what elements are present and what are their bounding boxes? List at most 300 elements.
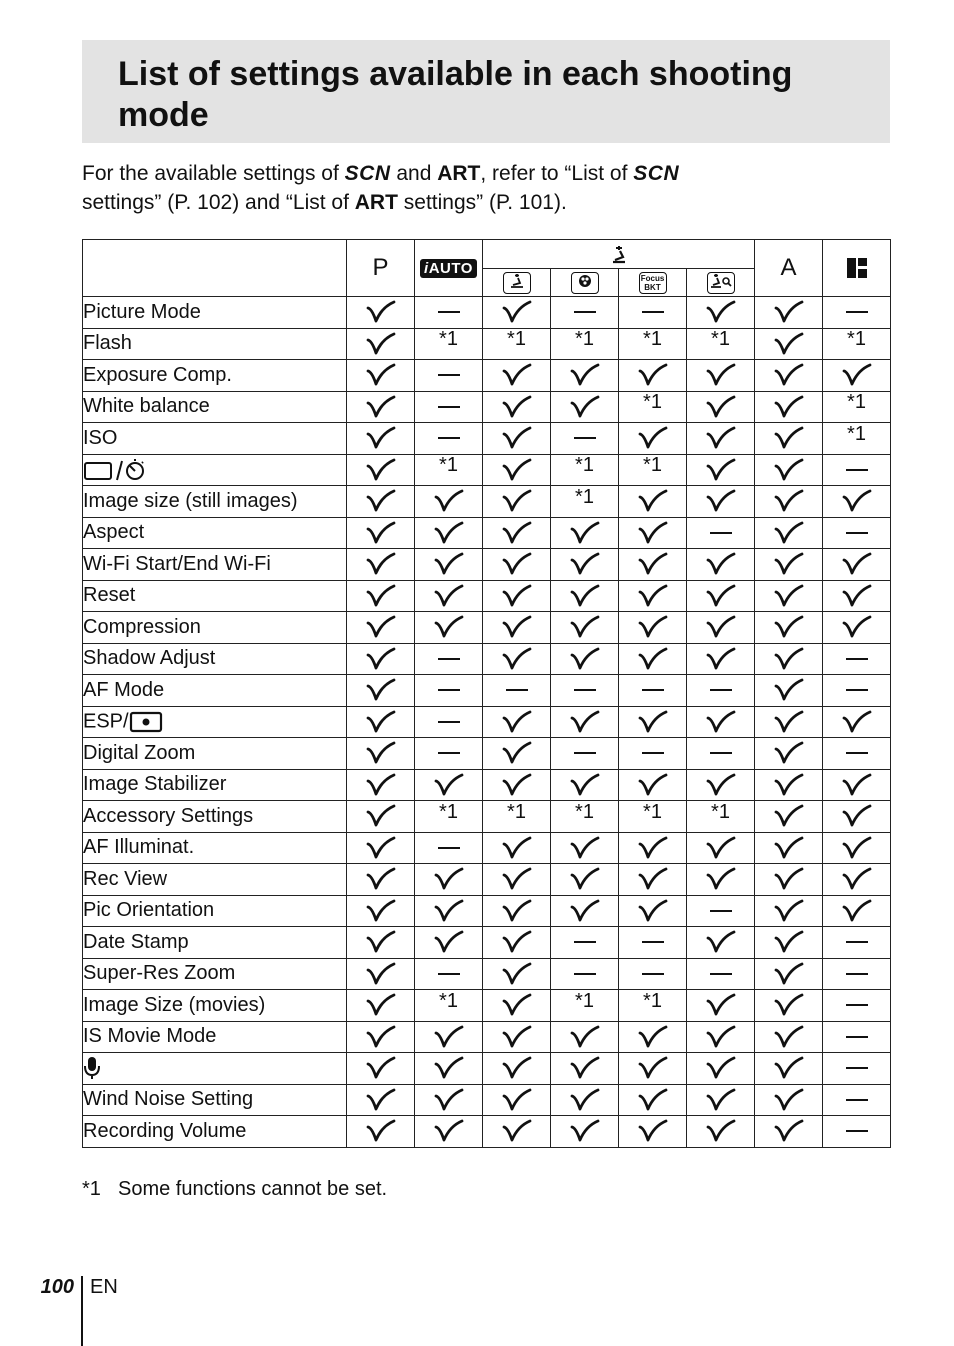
- cell-hdr: [687, 927, 755, 959]
- cell-a: [755, 832, 823, 864]
- cell-focus-bkt: [619, 549, 687, 581]
- cell-multiple-exposure: [551, 454, 619, 486]
- cell-multiple-exposure: [551, 706, 619, 738]
- cell-p: [347, 423, 415, 455]
- table-row: [83, 990, 891, 1022]
- cell-hdr: [687, 958, 755, 990]
- check-icon: [570, 646, 600, 672]
- check-icon: [774, 866, 804, 892]
- check-icon: [706, 1024, 736, 1050]
- footnote-ref: *1: [711, 800, 730, 823]
- cell-live-composite: [483, 927, 551, 959]
- not-available-dash: [846, 1004, 868, 1006]
- table-row: [83, 832, 891, 864]
- header-a-mode: A: [755, 240, 823, 297]
- cell-multiple-exposure: [551, 1053, 619, 1085]
- language-label: EN: [90, 1276, 118, 1298]
- intro-text-5: settings” (P. 101).: [397, 191, 567, 214]
- cell-hdr: [687, 391, 755, 423]
- cell-iauto: [415, 391, 483, 423]
- header-sub-multiple-exposure: [551, 269, 619, 297]
- not-available-dash: [846, 689, 868, 691]
- check-icon: [502, 583, 532, 609]
- header-panorama-mode: [823, 240, 891, 297]
- cell-live-composite: [483, 801, 551, 833]
- cell-live-composite: [483, 1084, 551, 1116]
- page-title: List of settings available in each shooting mode: [118, 55, 793, 134]
- cell-iauto: [415, 927, 483, 959]
- check-icon: [502, 992, 532, 1018]
- footnote-ref: *1: [643, 391, 662, 414]
- check-icon: [502, 866, 532, 892]
- cell-multiple-exposure: [551, 580, 619, 612]
- check-icon: [774, 740, 804, 766]
- cell-hdr: [687, 769, 755, 801]
- cell-panorama: [823, 1053, 891, 1085]
- not-available-dash: [846, 941, 868, 943]
- cell-iauto: [415, 706, 483, 738]
- footnote-ref: *1: [847, 422, 866, 445]
- table-row: [83, 391, 891, 423]
- check-icon: [638, 1087, 668, 1113]
- not-available-dash: [574, 941, 596, 943]
- check-icon: [570, 520, 600, 546]
- check-icon: [706, 583, 736, 609]
- table-row: [83, 895, 891, 927]
- cell-a: [755, 328, 823, 360]
- cell-multiple-exposure: [551, 675, 619, 707]
- cell-p: [347, 643, 415, 675]
- cell-a: [755, 738, 823, 770]
- check-icon: [570, 898, 600, 924]
- cell-live-composite: [483, 549, 551, 581]
- check-icon: [434, 551, 464, 577]
- cell-panorama: [823, 486, 891, 518]
- check-icon: [366, 992, 396, 1018]
- check-icon: [638, 362, 668, 388]
- cell-focus-bkt: [619, 391, 687, 423]
- cell-a: [755, 1021, 823, 1053]
- cell-panorama: [823, 864, 891, 896]
- cell-focus-bkt: [619, 517, 687, 549]
- footnote-ref: *1: [711, 328, 730, 351]
- check-icon: [434, 488, 464, 514]
- check-icon: [774, 331, 804, 357]
- check-icon: [774, 1024, 804, 1050]
- row-label-text: Image Size (movies): [83, 993, 266, 1016]
- check-icon: [842, 898, 872, 924]
- check-icon: [706, 425, 736, 451]
- check-icon: [774, 362, 804, 388]
- row-label-text: Aspect: [83, 521, 145, 544]
- check-icon: [366, 331, 396, 357]
- check-icon: [774, 614, 804, 640]
- check-icon: [570, 1024, 600, 1050]
- check-icon: [842, 614, 872, 640]
- row-label-text: Flash: [83, 332, 132, 355]
- check-icon: [502, 961, 532, 987]
- check-icon: [366, 740, 396, 766]
- cell-panorama: [823, 927, 891, 959]
- not-available-dash: [438, 658, 460, 660]
- cell-focus-bkt: [619, 1053, 687, 1085]
- not-available-dash: [846, 532, 868, 534]
- intro-text-2: and: [390, 162, 438, 185]
- cell-panorama: [823, 549, 891, 581]
- title-banner: [82, 40, 890, 143]
- footnote: [82, 1178, 387, 1201]
- table-row: [83, 643, 891, 675]
- multiple-exposure-icon: [571, 272, 599, 294]
- cell-hdr: [687, 864, 755, 896]
- scn-mode-label-2: SCN: [633, 162, 680, 185]
- check-icon: [434, 898, 464, 924]
- cell-p: [347, 360, 415, 392]
- check-icon: [842, 551, 872, 577]
- check-icon: [570, 1087, 600, 1113]
- table-row: [83, 927, 891, 959]
- cell-a: [755, 864, 823, 896]
- check-icon: [502, 1024, 532, 1050]
- cell-hdr: [687, 832, 755, 864]
- cell-live-composite: [483, 990, 551, 1022]
- cell-panorama: [823, 832, 891, 864]
- cell-live-composite: [483, 486, 551, 518]
- row-label-text: Rec View: [83, 867, 168, 890]
- cell-live-composite: [483, 391, 551, 423]
- cell-multiple-exposure: [551, 423, 619, 455]
- check-icon: [366, 614, 396, 640]
- not-available-dash: [846, 973, 868, 975]
- check-icon: [842, 835, 872, 861]
- cell-p: [347, 1021, 415, 1053]
- cell-focus-bkt: [619, 801, 687, 833]
- cell-multiple-exposure: [551, 864, 619, 896]
- cell-p: [347, 391, 415, 423]
- not-available-dash: [846, 1067, 868, 1069]
- cell-p: [347, 895, 415, 927]
- cell-a: [755, 360, 823, 392]
- cell-p: [347, 675, 415, 707]
- not-available-dash: [574, 689, 596, 691]
- cell-multiple-exposure: [551, 643, 619, 675]
- check-icon: [842, 772, 872, 798]
- check-icon: [502, 394, 532, 420]
- check-icon: [842, 866, 872, 892]
- cell-panorama: [823, 738, 891, 770]
- not-available-dash: [642, 752, 664, 754]
- row-label: [83, 297, 347, 329]
- check-icon: [502, 299, 532, 325]
- cell-live-composite: [483, 1053, 551, 1085]
- row-label-text: White balance: [83, 395, 210, 418]
- check-icon: [366, 835, 396, 861]
- cell-focus-bkt: [619, 675, 687, 707]
- cell-multiple-exposure: [551, 832, 619, 864]
- check-icon: [774, 646, 804, 672]
- check-icon: [774, 520, 804, 546]
- table-row: [83, 675, 891, 707]
- cell-focus-bkt: [619, 1084, 687, 1116]
- check-icon: [434, 1087, 464, 1113]
- footer-divider: [81, 1276, 83, 1346]
- cell-focus-bkt: [619, 769, 687, 801]
- cell-hdr: [687, 1053, 755, 1085]
- row-label: [83, 769, 347, 801]
- settings-table-wrapper: [82, 239, 891, 1148]
- cell-panorama: [823, 517, 891, 549]
- cell-hdr: [687, 643, 755, 675]
- header-sub-focus-bkt: [619, 269, 687, 297]
- check-icon: [706, 488, 736, 514]
- footnote-ref: *1: [439, 989, 458, 1012]
- intro-text-4: settings” (P. 102) and “List of: [82, 191, 355, 214]
- check-icon: [366, 394, 396, 420]
- cell-multiple-exposure: [551, 990, 619, 1022]
- art-mode-label-2: ART: [354, 191, 398, 214]
- check-icon: [774, 992, 804, 1018]
- row-label-text: Image size (still images): [83, 489, 298, 512]
- cell-live-composite: [483, 297, 551, 329]
- cell-panorama: [823, 328, 891, 360]
- cell-panorama: [823, 675, 891, 707]
- iauto-icon: iAUTO: [420, 259, 477, 278]
- check-icon: [774, 709, 804, 735]
- header-iauto-mode: [415, 240, 483, 297]
- check-icon: [706, 614, 736, 640]
- cell-a: [755, 801, 823, 833]
- table-row: [83, 360, 891, 392]
- cell-hdr: [687, 675, 755, 707]
- check-icon: [842, 803, 872, 829]
- table-row: [83, 864, 891, 896]
- check-icon: [366, 929, 396, 955]
- check-icon: [366, 677, 396, 703]
- check-icon: [570, 551, 600, 577]
- cell-focus-bkt: [619, 580, 687, 612]
- table-row: [83, 612, 891, 644]
- row-label-text: Super-Res Zoom: [83, 962, 236, 985]
- check-icon: [366, 299, 396, 325]
- cell-multiple-exposure: [551, 549, 619, 581]
- cell-panorama: [823, 1116, 891, 1148]
- check-icon: [502, 614, 532, 640]
- cell-a: [755, 1084, 823, 1116]
- row-label: [83, 549, 347, 581]
- footnote-ref: *1: [575, 989, 594, 1012]
- footnote-mark: *1: [82, 1178, 101, 1200]
- check-icon: [502, 740, 532, 766]
- check-icon: [706, 551, 736, 577]
- check-icon: [774, 835, 804, 861]
- not-available-dash: [438, 721, 460, 723]
- check-icon: [570, 709, 600, 735]
- cell-multiple-exposure: [551, 738, 619, 770]
- cell-iauto: [415, 328, 483, 360]
- row-label: [83, 1116, 347, 1148]
- check-icon: [366, 1087, 396, 1113]
- cell-live-composite: [483, 958, 551, 990]
- check-icon: [570, 362, 600, 388]
- cell-panorama: [823, 769, 891, 801]
- cell-p: [347, 517, 415, 549]
- not-available-dash: [438, 374, 460, 376]
- row-label: [83, 486, 347, 518]
- row-label-text: AF Illuminat.: [83, 836, 195, 859]
- table-row: [83, 549, 891, 581]
- check-icon: [774, 1055, 804, 1081]
- cell-focus-bkt: [619, 864, 687, 896]
- cell-live-composite: [483, 769, 551, 801]
- cell-a: [755, 423, 823, 455]
- check-icon: [366, 1055, 396, 1081]
- row-label-text: Picture Mode: [83, 300, 201, 323]
- row-label: [83, 927, 347, 959]
- check-icon: [774, 1087, 804, 1113]
- cell-focus-bkt: [619, 706, 687, 738]
- not-available-dash: [438, 437, 460, 439]
- cell-hdr: [687, 1116, 755, 1148]
- check-icon: [570, 1055, 600, 1081]
- not-available-dash: [846, 1036, 868, 1038]
- check-icon: [638, 520, 668, 546]
- not-available-dash: [642, 973, 664, 975]
- cell-focus-bkt: [619, 423, 687, 455]
- cell-multiple-exposure: [551, 391, 619, 423]
- cell-panorama: [823, 1084, 891, 1116]
- check-icon: [774, 677, 804, 703]
- cell-iauto: [415, 675, 483, 707]
- cell-panorama: [823, 643, 891, 675]
- check-icon: [774, 1118, 804, 1144]
- footnote-ref: *1: [575, 800, 594, 823]
- check-icon: [434, 1024, 464, 1050]
- check-icon: [774, 488, 804, 514]
- table-row: [83, 958, 891, 990]
- check-icon: [638, 835, 668, 861]
- check-icon: [706, 1118, 736, 1144]
- check-icon: [774, 457, 804, 483]
- check-icon: [502, 551, 532, 577]
- check-icon: [706, 866, 736, 892]
- row-label: [83, 738, 347, 770]
- cell-iauto: [415, 1084, 483, 1116]
- footnote-ref: *1: [847, 328, 866, 351]
- cell-p: [347, 958, 415, 990]
- row-label-text: Exposure Comp.: [83, 363, 232, 386]
- check-icon: [774, 898, 804, 924]
- cell-iauto: [415, 738, 483, 770]
- cell-live-composite: [483, 517, 551, 549]
- header-p-mode: P: [347, 240, 415, 297]
- check-icon: [570, 835, 600, 861]
- row-label: [83, 706, 347, 738]
- check-icon: [774, 425, 804, 451]
- cell-a: [755, 486, 823, 518]
- cell-iauto: [415, 360, 483, 392]
- not-available-dash: [574, 437, 596, 439]
- cell-a: [755, 612, 823, 644]
- row-label-text: Recording Volume: [83, 1119, 247, 1142]
- intro-text-3: , refer to “List of: [480, 162, 634, 185]
- not-available-dash: [642, 689, 664, 691]
- footnote-ref: *1: [847, 391, 866, 414]
- check-icon: [774, 961, 804, 987]
- check-icon: [366, 772, 396, 798]
- not-available-dash: [574, 311, 596, 313]
- cell-live-composite: [483, 454, 551, 486]
- footnote-ref: *1: [575, 328, 594, 351]
- row-label-text: ESP/: [83, 710, 129, 733]
- cell-live-composite: [483, 675, 551, 707]
- cell-iauto: [415, 1053, 483, 1085]
- cell-focus-bkt: [619, 1021, 687, 1053]
- cell-a: [755, 927, 823, 959]
- check-icon: [502, 520, 532, 546]
- check-icon: [842, 362, 872, 388]
- cell-iauto: [415, 454, 483, 486]
- cell-live-composite: [483, 580, 551, 612]
- cell-live-composite: [483, 706, 551, 738]
- check-icon: [706, 772, 736, 798]
- cell-iauto: [415, 549, 483, 581]
- cell-iauto: [415, 958, 483, 990]
- cell-iauto: [415, 990, 483, 1022]
- row-label: [83, 360, 347, 392]
- not-available-dash: [710, 910, 732, 912]
- cell-multiple-exposure: [551, 328, 619, 360]
- check-icon: [366, 709, 396, 735]
- cell-multiple-exposure: [551, 801, 619, 833]
- not-available-dash: [438, 973, 460, 975]
- cell-p: [347, 454, 415, 486]
- cell-panorama: [823, 423, 891, 455]
- cell-focus-bkt: [619, 832, 687, 864]
- cell-panorama: [823, 706, 891, 738]
- cell-p: [347, 927, 415, 959]
- row-label-text: Shadow Adjust: [83, 647, 216, 670]
- cell-panorama: [823, 958, 891, 990]
- cell-iauto: [415, 1021, 483, 1053]
- check-icon: [502, 1118, 532, 1144]
- cell-p: [347, 297, 415, 329]
- cell-a: [755, 1116, 823, 1148]
- check-icon: [570, 772, 600, 798]
- not-available-dash: [846, 752, 868, 754]
- cell-iauto: [415, 895, 483, 927]
- cell-a: [755, 580, 823, 612]
- footnote-ref: *1: [643, 328, 662, 351]
- check-icon: [434, 929, 464, 955]
- row-label: [83, 391, 347, 423]
- check-icon: [774, 551, 804, 577]
- cell-a: [755, 958, 823, 990]
- live-composite-icon: [503, 272, 531, 294]
- row-label-text: Image Stabilizer: [83, 773, 227, 796]
- cell-a: [755, 297, 823, 329]
- cell-multiple-exposure: [551, 1021, 619, 1053]
- cell-multiple-exposure: [551, 895, 619, 927]
- page-number: 100: [40, 1276, 74, 1298]
- cell-panorama: [823, 612, 891, 644]
- row-label: [83, 1084, 347, 1116]
- not-available-dash: [642, 311, 664, 313]
- cell-p: [347, 612, 415, 644]
- check-icon: [502, 929, 532, 955]
- cell-hdr: [687, 517, 755, 549]
- cell-hdr: [687, 1021, 755, 1053]
- cell-p: [347, 738, 415, 770]
